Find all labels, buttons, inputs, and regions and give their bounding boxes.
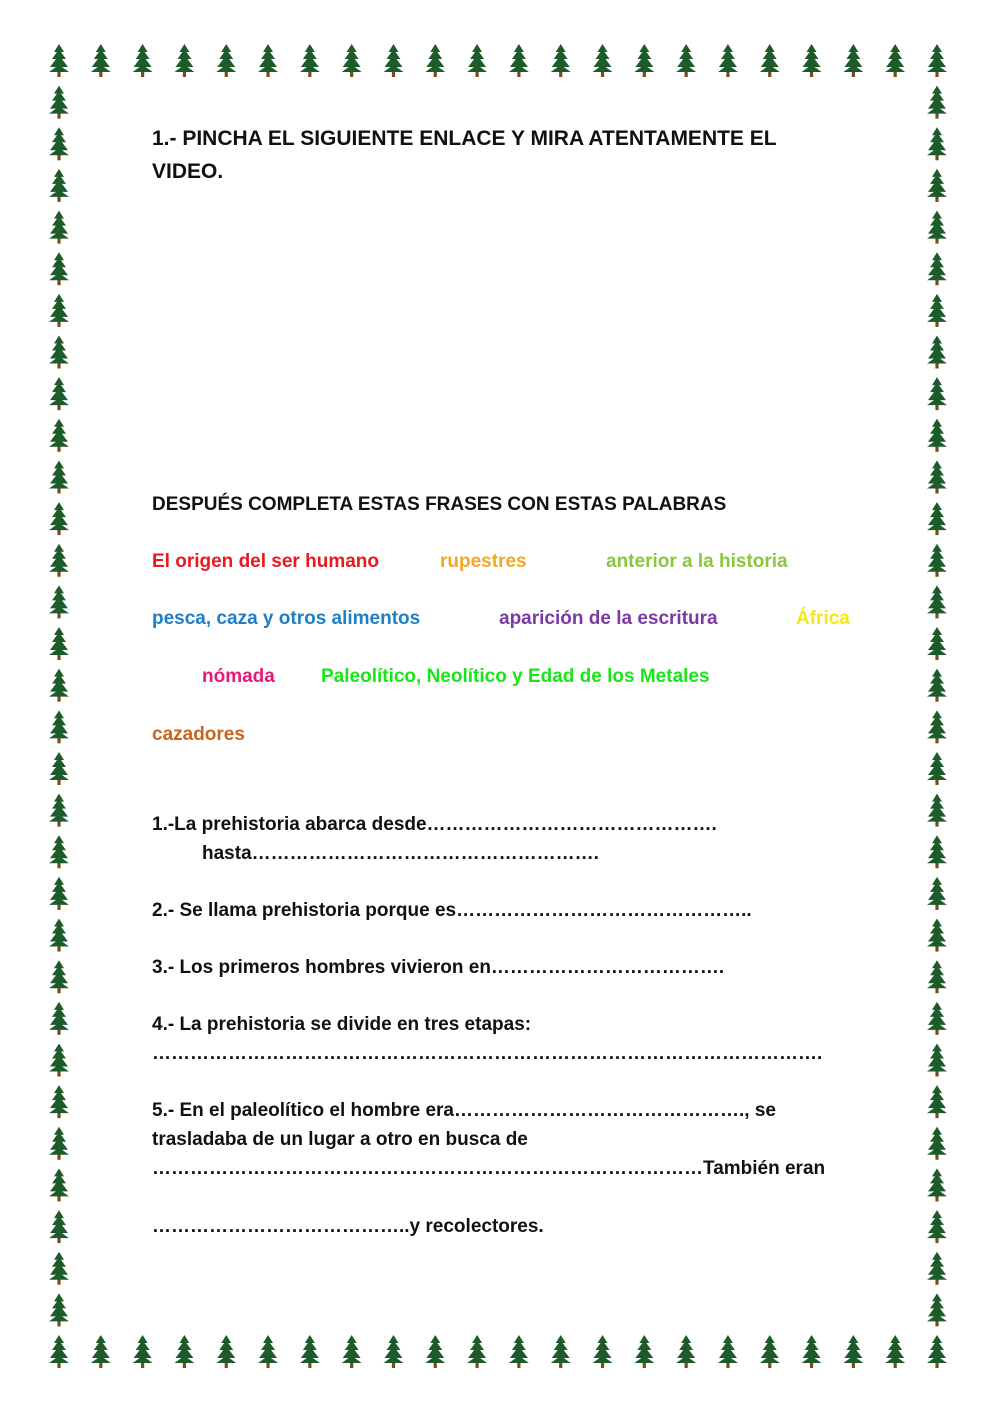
pine-tree-icon [885, 44, 905, 77]
pine-tree-icon [383, 44, 403, 77]
pine-tree-icon [49, 1168, 69, 1201]
pine-tree-icon [342, 44, 362, 77]
pine-tree-icon [49, 752, 69, 785]
pine-tree-icon [927, 419, 947, 452]
pine-tree-icon [927, 336, 947, 369]
pine-tree-icon [927, 1043, 947, 1076]
pine-tree-icon [216, 1335, 236, 1368]
pine-tree-icon [258, 1335, 278, 1368]
pine-tree-icon [49, 127, 69, 160]
pine-tree-icon [91, 44, 111, 77]
instruction-text: DESPUÉS COMPLETA ESTAS FRASES CON ESTAS PALABRAS [152, 494, 727, 515]
question-5-line-3: ……………………………………………………………………………También eran [152, 1158, 826, 1179]
pine-tree-icon [551, 1335, 571, 1368]
pine-tree-icon [760, 44, 780, 77]
question-4-line-1: 4.- La prehistoria se divide en tres etapas: [152, 1014, 532, 1035]
pine-tree-icon [509, 44, 529, 77]
pine-tree-icon [927, 44, 947, 77]
pine-tree-icon [676, 1335, 696, 1368]
pine-tree-icon [885, 1335, 905, 1368]
pine-tree-icon [49, 294, 69, 327]
word-escritura: aparición de la escritura [499, 608, 718, 629]
pine-tree-icon [634, 1335, 654, 1368]
question-5-line-1: 5.- En el paleolítico el hombre era………………………………………., se [152, 1100, 776, 1121]
pine-tree-icon [927, 460, 947, 493]
pine-tree-icon [634, 44, 654, 77]
pine-tree-icon [342, 1335, 362, 1368]
question-1 [152, 810, 717, 868]
pine-tree-icon [927, 1168, 947, 1201]
pine-tree-icon [676, 44, 696, 77]
pine-tree-icon [133, 1335, 153, 1368]
pine-tree-icon [593, 1335, 613, 1368]
pine-tree-icon [49, 627, 69, 660]
pine-tree-icon [927, 669, 947, 702]
pine-tree-icon [49, 794, 69, 827]
pine-tree-icon [509, 1335, 529, 1368]
pine-tree-icon [467, 1335, 487, 1368]
pine-tree-icon [927, 627, 947, 660]
pine-tree-icon [593, 44, 613, 77]
pine-tree-icon [927, 127, 947, 160]
pine-tree-icon [927, 960, 947, 993]
pine-tree-icon [927, 86, 947, 119]
pine-tree-icon [802, 44, 822, 77]
pine-tree-icon [467, 44, 487, 77]
question-1-line-2: hasta………………………………………………. [202, 843, 599, 864]
pine-tree-icon [300, 1335, 320, 1368]
pine-tree-icon [718, 1335, 738, 1368]
pine-tree-icon [927, 794, 947, 827]
pine-tree-icon [927, 377, 947, 410]
pine-tree-icon [49, 460, 69, 493]
pine-tree-icon [49, 419, 69, 452]
pine-tree-icon [49, 1127, 69, 1160]
pine-tree-icon [927, 294, 947, 327]
pine-tree-icon [49, 877, 69, 910]
pine-tree-icon [49, 710, 69, 743]
pine-tree-icon [927, 1293, 947, 1326]
question-4-line-2: ……………………………………………………………………………………………. [152, 1043, 823, 1064]
pine-tree-icon [927, 710, 947, 743]
pine-tree-icon [927, 1002, 947, 1035]
word-africa: África [796, 608, 850, 629]
pine-tree-icon [927, 1252, 947, 1285]
word-rupestres: rupestres [440, 551, 527, 572]
pine-tree-icon [927, 1335, 947, 1368]
pine-tree-icon [49, 169, 69, 202]
pine-tree-icon [802, 1335, 822, 1368]
pine-tree-icon [927, 252, 947, 285]
pine-tree-icon [49, 835, 69, 868]
word-etapas: Paleolítico, Neolítico y Edad de los Metales [321, 666, 710, 687]
word-nomada: nómada [202, 666, 275, 687]
question-1-line-1: 1.-La prehistoria abarca desde………………………………………. [152, 814, 717, 835]
pine-tree-icon [49, 669, 69, 702]
pine-tree-icon [425, 1335, 445, 1368]
word-origen: El origen del ser humano [152, 551, 379, 572]
question-2: 2.- Se llama prehistoria porque es……………………………………….. [152, 900, 752, 921]
pine-tree-icon [174, 44, 194, 77]
page-title [152, 122, 832, 188]
pine-tree-icon [49, 1252, 69, 1285]
pine-tree-icon [927, 919, 947, 952]
pine-tree-icon [843, 1335, 863, 1368]
pine-tree-icon [174, 1335, 194, 1368]
pine-tree-icon [49, 44, 69, 77]
pine-tree-icon [49, 1043, 69, 1076]
pine-tree-icon [300, 44, 320, 77]
pine-tree-icon [49, 1085, 69, 1118]
pine-tree-icon [49, 1210, 69, 1243]
pine-tree-icon [383, 1335, 403, 1368]
pine-tree-icon [49, 86, 69, 119]
pine-tree-icon [927, 1210, 947, 1243]
pine-tree-icon [49, 544, 69, 577]
pine-tree-icon [133, 44, 153, 77]
title-line-2: VIDEO. [152, 160, 224, 183]
pine-tree-icon [760, 1335, 780, 1368]
pine-tree-icon [49, 252, 69, 285]
pine-tree-icon [927, 502, 947, 535]
pine-tree-icon [49, 377, 69, 410]
pine-tree-icon [843, 44, 863, 77]
question-5-line-4: …………………………………..y recolectores. [152, 1216, 544, 1237]
word-pesca: pesca, caza y otros alimentos [152, 608, 421, 629]
pine-tree-icon [425, 44, 445, 77]
pine-tree-icon [551, 44, 571, 77]
pine-tree-icon [927, 877, 947, 910]
pine-tree-icon [927, 211, 947, 244]
pine-tree-icon [49, 336, 69, 369]
pine-tree-icon [258, 44, 278, 77]
pine-tree-icon [927, 835, 947, 868]
question-5-line-2: trasladaba de un lugar a otro en busca de [152, 1129, 528, 1150]
pine-tree-icon [927, 169, 947, 202]
title-line-1: 1.- PINCHA EL SIGUIENTE ENLACE Y MIRA ATENTAMENTE EL [152, 127, 777, 150]
pine-tree-icon [49, 585, 69, 618]
question-4 [152, 1010, 822, 1068]
question-5 [152, 1096, 825, 1241]
pine-tree-icon [49, 919, 69, 952]
pine-tree-icon [91, 1335, 111, 1368]
question-3: 3.- Los primeros hombres vivieron en………………………………. [152, 957, 725, 978]
pine-tree-icon [216, 44, 236, 77]
pine-tree-icon [927, 1085, 947, 1118]
pine-tree-icon [49, 960, 69, 993]
pine-tree-icon [49, 211, 69, 244]
word-cazadores: cazadores [152, 724, 245, 745]
pine-tree-icon [927, 544, 947, 577]
pine-tree-icon [927, 585, 947, 618]
pine-tree-icon [49, 1293, 69, 1326]
pine-tree-icon [927, 752, 947, 785]
pine-tree-icon [49, 502, 69, 535]
pine-tree-icon [49, 1335, 69, 1368]
pine-tree-icon [49, 1002, 69, 1035]
pine-tree-icon [927, 1127, 947, 1160]
pine-tree-icon [718, 44, 738, 77]
word-anterior: anterior a la historia [606, 551, 788, 572]
